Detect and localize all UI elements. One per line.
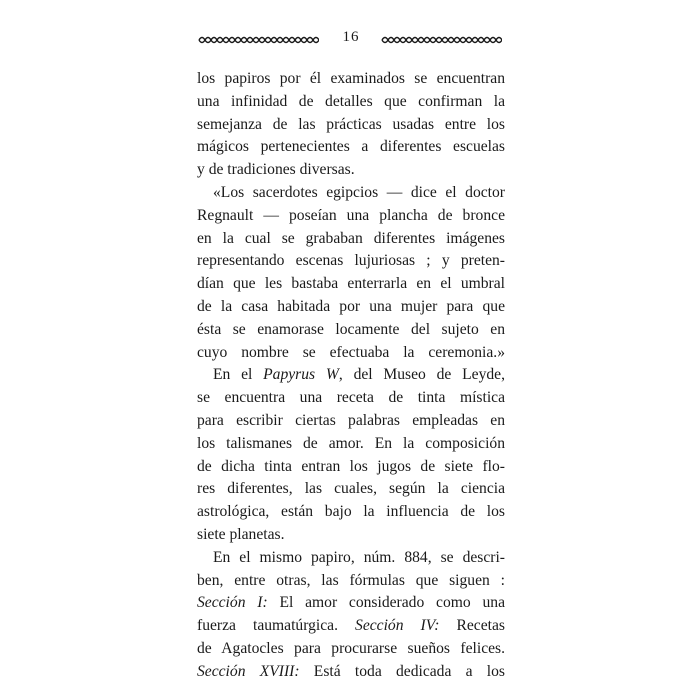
text-line: dían que les bastaba enterrarla en el umbral: [197, 275, 505, 293]
text-run: El amor considerado como una: [267, 594, 505, 612]
ornament-right: [380, 34, 502, 46]
text-line: [197, 364, 505, 387]
text-line: de dicha tinta entran los jugos de siete flo-: [197, 457, 505, 475]
decorative-border-icon: [380, 34, 502, 46]
text-line: de Agatocles para procurarse sueños felices.: [197, 639, 505, 657]
page-number: 16: [342, 29, 360, 45]
text-line: los talismanes de amor. En la composición: [197, 434, 505, 452]
text-line: mágicos pertenecientes a diferentes escuelas: [197, 138, 505, 156]
text-line: [197, 615, 505, 638]
text-line: los papiros por él examinados se encuentran: [197, 70, 505, 87]
text-line: para escribir ciertas palabras empleadas en: [197, 411, 505, 429]
text-line: y de tradiciones diversas.: [197, 161, 355, 179]
italic-section: Sección XVIII:: [197, 662, 300, 680]
text-line: [197, 592, 505, 615]
text-run: fuerza taumatúrgica.: [197, 617, 356, 635]
text-line: se encuentra una receta de tinta mística: [197, 389, 505, 407]
decorative-border-icon: [197, 34, 319, 46]
text-run: Recetas: [439, 617, 505, 635]
text-line: en la cual se grababan diferentes imágenes: [197, 229, 505, 247]
italic-section: Sección IV:: [355, 617, 440, 635]
text-line: siete planetas.: [197, 525, 285, 543]
body-text: [197, 68, 505, 684]
text-line: ben, entre otras, las fórmulas que siguen :: [197, 571, 505, 589]
text-run: En el: [213, 366, 264, 384]
text-line: astrológica, están bajo la influencia de los: [197, 503, 505, 521]
text-line: [197, 661, 505, 684]
text-line: «Los sacerdotes egipcios — dice el doctor: [213, 183, 505, 201]
text-line: una infinidad de detalles que confirman la: [197, 92, 505, 110]
text-line: En el mismo papiro, núm. 884, se descri-: [213, 548, 505, 566]
text-line: semejanza de las prácticas usadas entre los: [197, 115, 505, 133]
text-line: ésta se enamorase locamente del sujeto en: [197, 320, 505, 338]
ornament-left: [197, 34, 319, 46]
italic-title: Papyrus W: [263, 366, 339, 384]
italic-section: Sección I:: [197, 594, 268, 612]
text-line: representando escenas lujuriosas ; y preten-: [197, 252, 505, 270]
text-line: res diferentes, las cuales, según la ciencia: [197, 480, 505, 498]
page-header: [197, 31, 505, 51]
text-run: , del Museo de Leyde,: [338, 366, 505, 384]
text-line: de la casa habitada por una mujer para que: [197, 297, 505, 315]
text-run: Está toda dedicada a los: [299, 662, 505, 680]
text-line: Regnault — poseían una plancha de bronce: [197, 206, 505, 224]
text-line: cuyo nombre se efectuaba la ceremonia.»: [197, 343, 505, 361]
